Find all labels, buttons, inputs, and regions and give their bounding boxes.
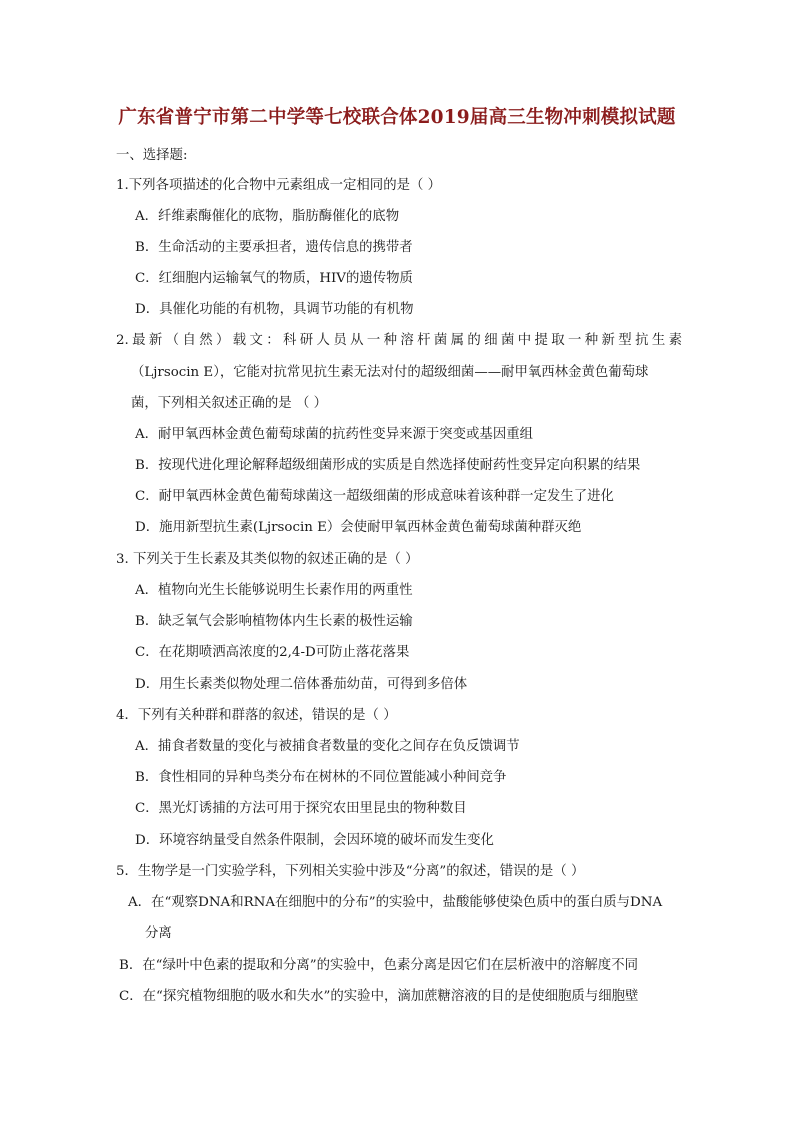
question-3-option-a: A．植物向光生长能够说明生长素作用的两重性 <box>135 583 413 598</box>
question-2-option-c: C．耐甲氧西林金黄色葡萄球菌这一超级细菌的形成意味着该种群一定发生了进化 <box>135 489 614 504</box>
question-1-stem: 1.下列各项描述的化合物中元素组成一定相同的是（ ） <box>116 178 442 193</box>
question-1-option-c: C．红细胞内运输氧气的物质，HIV的遗传物质 <box>135 271 413 286</box>
question-2-option-b: B．按现代进化理论解释超级细菌形成的实质是自然选择使耐药性变异定向积累的结果 <box>135 458 641 473</box>
question-4-option-b: B．食性相同的异种鸟类分布在树林的不同位置能减小种间竞争 <box>135 770 507 785</box>
question-5-option-b: B．在“绿叶中色素的提取和分离”的实验中，色素分离是因它们在层析液中的溶解度不同 <box>119 958 638 973</box>
question-1-option-b: B．生命活动的主要承担者，遗传信息的携带者 <box>135 240 413 255</box>
question-4-option-c: C．黑光灯诱捕的方法可用于探究农田里昆虫的物种数目 <box>135 801 467 816</box>
question-3-option-c: C．在花期喷洒高浓度的2,4-D可防止落花落果 <box>135 645 410 660</box>
section-heading: 一、选择题: <box>116 148 188 163</box>
question-2-option-d: D．施用新型抗生素(Ljrsocin E）会使耐甲氧西林金黄色葡萄球菌种群灭绝 <box>135 520 582 535</box>
question-5-option-a: A．在“观察DNA和RNA在细胞中的分布”的实验中，盐酸能够使染色质中的蛋白质与DNA <box>128 895 663 910</box>
question-1-option-d: D．具催化功能的有机物，具调节功能的有机物 <box>135 302 414 317</box>
question-2-stem-line-3: 菌，下列相关叙述正确的是 （ ） <box>131 396 327 411</box>
question-3-option-b: B．缺乏氧气会影响植物体内生长素的极性运输 <box>135 614 413 629</box>
question-4-option-d: D．环境容纳量受自然条件限制，会因环境的破坏而发生变化 <box>135 833 494 848</box>
question-5-option-a-continued: 分离 <box>145 926 172 941</box>
question-1-option-a: A．纤维素酶催化的底物，脂肪酶催化的底物 <box>135 209 400 224</box>
question-2-stem-line-1: 2.最新（自然）载文：科研人员从一种溶杆菌属的细菌中提取一种新型抗生素 <box>116 333 682 348</box>
question-4-stem: 4．下列有关种群和群落的叙述，错误的是（ ） <box>116 708 397 723</box>
document-title: 广东省普宁市第二中学等七校联合体2019届高三生物冲刺模拟试题 <box>118 107 676 128</box>
question-2-stem-line-2: （Ljrsocin E），它能对抗常见抗生素无法对付的超级细菌——耐甲氧西林金黄色葡萄球 <box>131 365 649 380</box>
question-5-stem: 5．生物学是一门实验学科，下列相关实验中涉及“分离”的叙述，错误的是（ ） <box>116 864 585 879</box>
question-3-option-d: D．用生长素类似物处理二倍体番茄幼苗，可得到多倍体 <box>135 677 468 692</box>
question-2-option-a: A．耐甲氧西林金黄色葡萄球菌的抗药性变异来源于突变或基因重组 <box>135 427 533 442</box>
question-4-option-a: A．捕食者数量的变化与被捕食者数量的变化之间存在负反馈调节 <box>135 739 520 754</box>
question-3-stem: 3. 下列关于生长素及其类似物的叙述正确的是（ ） <box>116 552 419 567</box>
question-5-option-c: C．在“探究植物细胞的吸水和失水”的实验中，滴加蔗糖溶液的目的是使细胞质与细胞壁 <box>119 989 639 1004</box>
